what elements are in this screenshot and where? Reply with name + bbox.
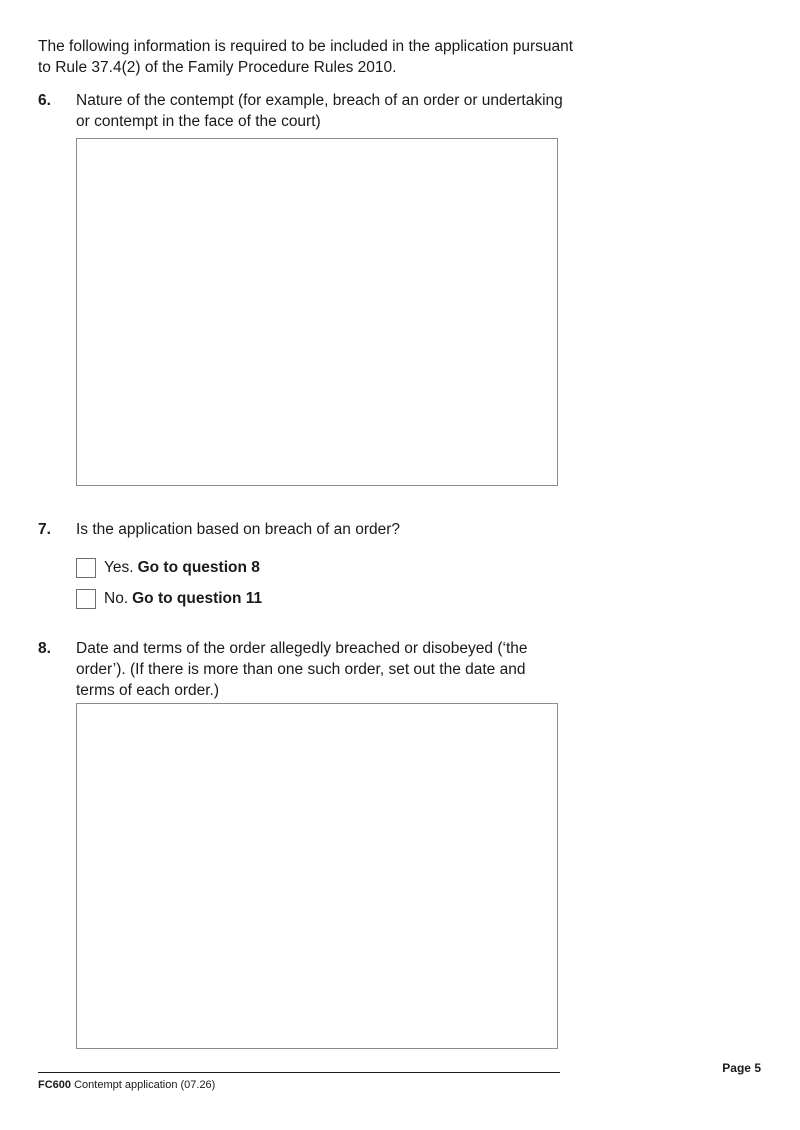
page-number: Page 5 bbox=[722, 1061, 761, 1075]
yes-instruction: Go to question 8 bbox=[137, 559, 260, 576]
footer-form-code: FC600 bbox=[38, 1079, 72, 1091]
intro-text: The following information is required to be included in the application pursuant to Rule 37.4(2) of the Family Procedure Rules 2010. bbox=[38, 38, 574, 76]
question-7-option-yes[interactable] bbox=[76, 557, 260, 579]
yes-checkbox[interactable] bbox=[76, 558, 96, 578]
question-6-answer-box[interactable] bbox=[76, 138, 558, 486]
question-7-number: 7. bbox=[38, 521, 51, 538]
footer-divider bbox=[38, 1072, 560, 1073]
no-instruction: Go to question 11 bbox=[132, 590, 263, 607]
footer-form-info bbox=[38, 1078, 215, 1092]
footer-form-title: Contempt application (07.26) bbox=[74, 1079, 216, 1091]
question-6-number: 6. bbox=[38, 92, 51, 109]
no-checkbox[interactable] bbox=[76, 589, 96, 609]
question-8-number: 8. bbox=[38, 640, 51, 657]
no-label: No. bbox=[104, 590, 129, 607]
question-6-text: Nature of the contempt (for example, breach of an order or undertaking or contempt in the face of the court) bbox=[76, 92, 563, 130]
question-7-text: Is the application based on breach of an order? bbox=[76, 521, 401, 538]
question-7-option-no[interactable] bbox=[76, 588, 262, 610]
question-8-answer-box[interactable] bbox=[76, 703, 558, 1049]
yes-label: Yes. bbox=[104, 559, 134, 576]
question-8-text: Date and terms of the order allegedly breached or disobeyed (‘the order’). (If there is more than one such order, set out the date and terms of each order.) bbox=[76, 640, 528, 699]
